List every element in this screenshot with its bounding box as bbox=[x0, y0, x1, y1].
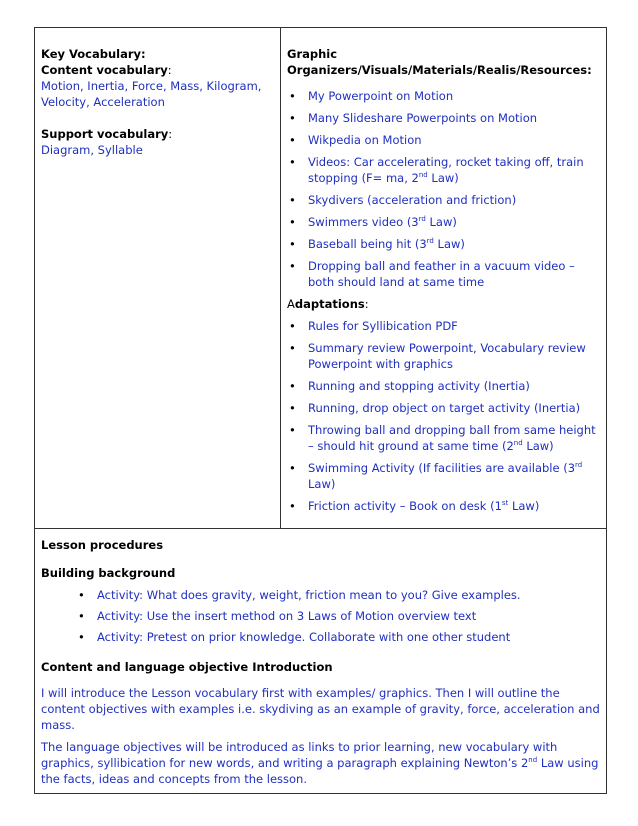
support-vocabulary-line bbox=[41, 126, 274, 142]
activity-item: • Activity: Pretest on prior knowledge. Collaborate with one other student bbox=[78, 630, 511, 644]
adaptation-item: • Rules for Syllibication PDF bbox=[289, 319, 458, 333]
resources-heading: Graphic Organizers/Visuals/Materials/Realis/Resources: bbox=[287, 47, 592, 77]
adaptation-item: • Running and stopping activity (Inertia) bbox=[289, 379, 530, 393]
adaptation-item: • Summary review Powerpoint, Vocabulary review Powerpoint with graphics bbox=[289, 341, 586, 371]
resource-item: • Wikpedia on Motion bbox=[289, 133, 422, 147]
bullet-icon: • bbox=[289, 379, 296, 393]
activities-list bbox=[41, 587, 600, 645]
key-vocabulary-label: Key Vocabulary: bbox=[41, 47, 146, 61]
resources-cell bbox=[281, 28, 607, 529]
bullet-icon: • bbox=[289, 259, 296, 273]
resource-item: • My Powerpoint on Motion bbox=[289, 89, 454, 103]
bullet-icon: • bbox=[289, 237, 296, 251]
content-vocabulary-label: Content vocabulary bbox=[41, 63, 168, 77]
bullet-icon: • bbox=[289, 499, 296, 513]
bullet-icon: • bbox=[289, 89, 296, 103]
support-vocabulary-label: Support vocabulary bbox=[41, 127, 169, 141]
building-background-heading: Building background bbox=[41, 566, 176, 580]
bottom-row bbox=[35, 529, 607, 794]
adaptations-list bbox=[287, 318, 600, 514]
resource-item: • Skydivers (acceleration and friction) bbox=[289, 193, 517, 207]
lesson-plan-page bbox=[34, 27, 604, 794]
resource-item: • Many Slideshare Powerpoints on Motion bbox=[289, 111, 538, 125]
resource-item: • Videos: Car accelerating, rocket taking off, train stopping (F= ma, 2nd Law) bbox=[289, 155, 584, 185]
support-vocabulary-colon: : bbox=[168, 127, 173, 141]
adaptation-item: • Swimming Activity (If facilities are available (3rd Law) bbox=[289, 461, 583, 491]
adaptation-item: • Running, drop object on target activity (Inertia) bbox=[289, 401, 581, 415]
resource-item: • Swimmers video (3rd Law) bbox=[289, 215, 457, 229]
bullet-icon: • bbox=[289, 215, 296, 229]
language-objectives-paragraph: The language objectives will be introduced as links to prior learning, new vocabulary with graphics, syllibication for new words, and writing a paragraph explaining Newton’s 2nd Law using the facts, ideas and concepts from the lesson. bbox=[41, 740, 599, 786]
bullet-icon: • bbox=[78, 609, 85, 623]
bullet-icon: • bbox=[289, 461, 296, 475]
adaptation-item: • Throwing ball and dropping ball from same height – should hit ground at same time (2nd Law) bbox=[289, 423, 596, 453]
content-vocabulary-words: Motion, Inertia, Force, Mass, Kilogram, Velocity, Acceleration bbox=[41, 79, 262, 109]
bullet-icon: • bbox=[289, 193, 296, 207]
bullet-icon: • bbox=[78, 588, 85, 602]
bullet-icon: • bbox=[289, 341, 296, 355]
top-row bbox=[35, 28, 607, 529]
bullet-icon: • bbox=[289, 423, 296, 437]
lesson-plan-table bbox=[34, 27, 607, 794]
bullet-icon: • bbox=[289, 111, 296, 125]
lesson-procedures-cell bbox=[35, 529, 607, 794]
bullet-icon: • bbox=[78, 630, 85, 644]
activity-item: • Activity: Use the insert method on 3 Laws of Motion overview text bbox=[78, 609, 477, 623]
bullet-icon: • bbox=[289, 155, 296, 169]
intro-paragraph: I will introduce the Lesson vocabulary first with examples/ graphics. Then I will outline the content objectives with examples i.e. skydiving as an example of gravity, force, acceleration and mass. bbox=[41, 686, 600, 732]
lesson-procedures-heading: Lesson procedures bbox=[41, 538, 164, 552]
resources-list bbox=[287, 88, 600, 290]
activity-item: • Activity: What does gravity, weight, friction mean to you? Give examples. bbox=[78, 588, 521, 602]
objective-heading: Content and language objective Introduction bbox=[41, 660, 333, 674]
support-vocabulary-words: Diagram, Syllable bbox=[41, 143, 143, 157]
resource-item: • Baseball being hit (3rd Law) bbox=[289, 237, 465, 251]
content-vocabulary-line bbox=[41, 62, 274, 78]
vocabulary-cell bbox=[35, 28, 281, 529]
bullet-icon: • bbox=[289, 319, 296, 333]
resource-item: • Dropping ball and feather in a vacuum video – both should land at same time bbox=[289, 259, 575, 289]
adaptations-heading: Adaptations: bbox=[287, 297, 369, 311]
content-vocabulary-colon: : bbox=[167, 63, 172, 77]
bullet-icon: • bbox=[289, 401, 296, 415]
adaptation-item: • Friction activity – Book on desk (1st Law) bbox=[289, 499, 540, 513]
bullet-icon: • bbox=[289, 133, 296, 147]
